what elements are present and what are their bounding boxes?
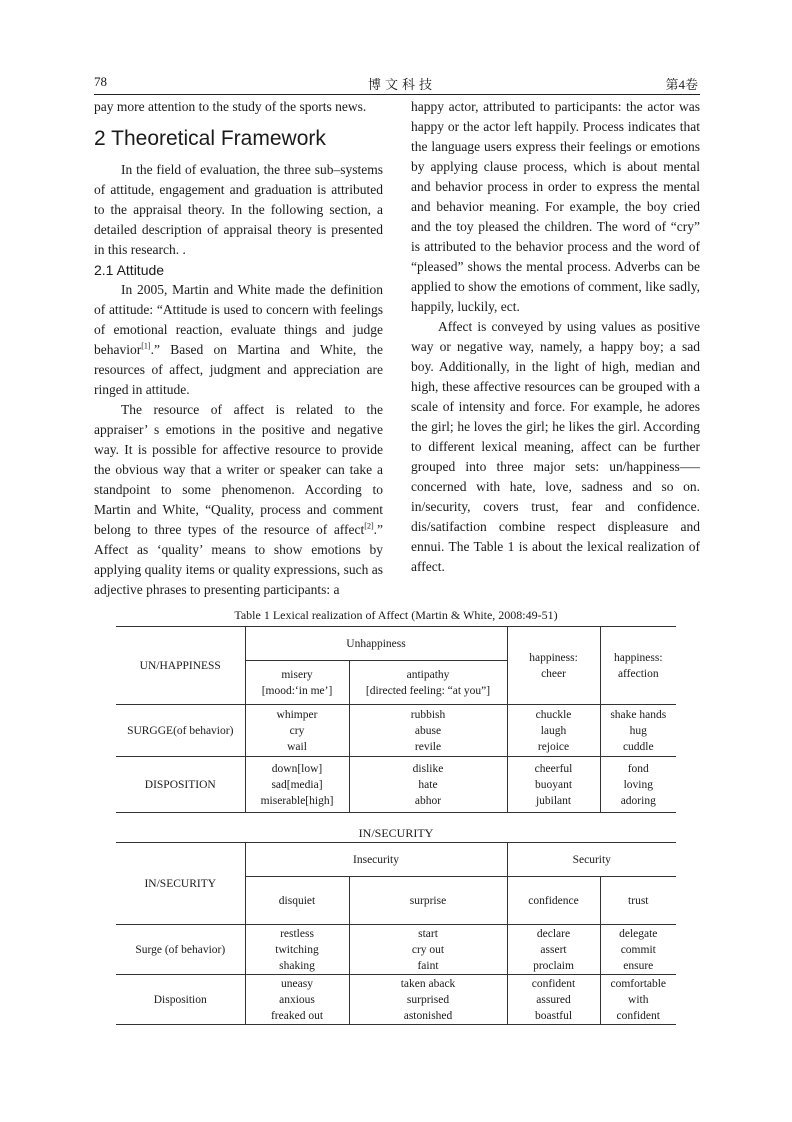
cell-word: chuckle (535, 708, 572, 721)
cell-word: astonished (403, 1009, 453, 1022)
table-cell (245, 705, 349, 757)
row-label-cell: SURGGE(of behavior) (116, 705, 245, 757)
cell-word: confident (531, 977, 576, 990)
cell-word: twitching (275, 943, 319, 956)
cell-word: jubilant (535, 794, 572, 807)
row-header-cell: UN/HAPPINESS (116, 627, 245, 705)
header-line: [directed feeling: “at you”] (365, 684, 491, 697)
affect-table (116, 626, 676, 813)
cell-word: abuse (414, 724, 442, 737)
table-caption: IN/SECURITY (358, 826, 434, 840)
cell-word: adoring (620, 794, 656, 807)
volume-label: 第4卷 (665, 77, 698, 92)
left-column (94, 97, 383, 600)
continued-paragraph: happy actor, attributed to participants: the actor was happy or the actor left happily. Process indicates that the language users express their feelings or emotions by applying clause process, which is about mental and behavior process in order to express the mental and behavior meaning. For example, the boy cried and the toy pleased the children. The word of “cry” is attributed to the behavior process and the word of “pleased” shows the mental process. Adverbs can be applied to show the emotions of comment, like sadly, happily, luckily, ect. (411, 99, 700, 314)
cell-word: restless (280, 927, 314, 940)
cell-word: comfortable (610, 977, 667, 990)
cell-word: hate (418, 778, 438, 791)
cell-word: start (418, 927, 438, 940)
header-line: happiness: (613, 651, 663, 664)
running-head (94, 72, 698, 94)
cell-word: cheerful (534, 762, 573, 775)
right-column (411, 97, 700, 577)
header-line: antipathy (406, 668, 450, 681)
table-cell (507, 757, 600, 813)
cell-word: delegate (619, 927, 658, 940)
table-cell (349, 757, 507, 813)
cell-word: whimper (276, 708, 318, 721)
paragraph-text: In 2005, Martin and White made the definition of attitude: “Attitude is used to concern with feelings of emotional reaction, evaluate things and judge behavior (94, 282, 383, 357)
table-cell (245, 925, 349, 975)
paragraph-text: .” Affect as ‘quality’ means to show emotions by applying quality items or quality expressions, such as adjective phrases to presenting participants: a (94, 522, 383, 597)
cell-word: cry (289, 724, 305, 737)
column-header-cell (245, 661, 349, 705)
group-header-cell: Insecurity (245, 843, 507, 877)
table-cell (507, 975, 600, 1025)
table-cell (600, 757, 676, 813)
table-cell (245, 757, 349, 813)
cell-word: revile (414, 740, 442, 753)
subsection-heading: 2.1 Attitude (94, 262, 165, 278)
table-cell (600, 705, 676, 757)
cell-word: loving (623, 778, 653, 791)
row-label-cell: Surge (of behavior) (116, 925, 245, 975)
cell-word: buoyant (534, 778, 573, 791)
paragraph: In the field of evaluation, the three sub–systems of attitude, engagement and graduation is attributed to the appraisal theory. In the following section, a detailed description of appraisal theory is presented in this research. . (94, 162, 383, 257)
cell-word: confident (616, 1009, 660, 1022)
table-row (116, 757, 676, 813)
cell-word: with (628, 993, 649, 1006)
cell-word: rubbish (410, 708, 446, 721)
header-line: [mood:‘in me’] (261, 684, 333, 697)
paragraph-text: The resource of affect is related to the appraiser’ s emotions in the positive and negative way. It is possible for affective resource to provide the obvious way that a writer or speaker can take a standpoint to some phenomenon. According to Martin and White, “Quality, process and comment belong to three types of the resource of affect (94, 402, 383, 537)
cell-word: shake hands (610, 708, 667, 721)
cell-word: rejoice (537, 740, 570, 753)
citation-ref: [2] (364, 521, 374, 531)
cell-word: faint (417, 959, 439, 972)
column-header-cell: trust (600, 877, 676, 925)
paragraph-text: .” Based on Martina and White, the resources of affect, judgment and appreciation are ringed in attitude. (94, 342, 383, 397)
cell-word: wail (287, 740, 307, 753)
cell-word: assert (540, 943, 567, 956)
cell-word: miserable[high] (260, 794, 334, 807)
cell-word: declare (536, 927, 571, 940)
column-header-cell (600, 627, 676, 705)
group-header-cell: Unhappiness (245, 627, 507, 661)
cell-word: freaked out (270, 1009, 324, 1022)
header-line: happiness: (529, 651, 578, 664)
cell-word: assured (536, 993, 571, 1006)
row-label-cell: Disposition (116, 975, 245, 1025)
header-line: cheer (541, 667, 566, 680)
cell-word: sad[media] (271, 778, 323, 791)
cell-word: anxious (279, 993, 315, 1006)
journal-title: 博文科技 (367, 77, 436, 92)
table-cell (349, 705, 507, 757)
section-heading: 2 Theoretical Framework (94, 127, 326, 150)
page-number: 78 (94, 74, 107, 89)
column-header-cell: confidence (507, 877, 600, 925)
paragraph (94, 280, 383, 400)
cell-word: fond (627, 762, 649, 775)
table-cell (507, 925, 600, 975)
citation-ref: [1] (141, 341, 151, 351)
cell-word: hug (629, 724, 647, 737)
cell-word: dislike (412, 762, 444, 775)
column-header-cell (507, 627, 600, 705)
cell-word: down[low] (271, 762, 323, 775)
table-row (116, 925, 676, 975)
table-row (116, 975, 676, 1025)
column-header-cell: surprise (349, 877, 507, 925)
table-cell (507, 705, 600, 757)
cell-word: shaking (279, 959, 315, 972)
cell-word: proclaim (533, 959, 574, 972)
cell-word: laugh (540, 724, 567, 737)
table-cell (600, 975, 676, 1025)
header-line: misery (281, 668, 313, 681)
cell-word: cuddle (622, 740, 654, 753)
security-table (116, 842, 676, 1025)
cell-word: ensure (623, 959, 654, 972)
cell-word: abhor (414, 794, 442, 807)
table-row (116, 705, 676, 757)
cell-word: surprised (406, 993, 450, 1006)
table-cell (349, 975, 507, 1025)
paragraph: Affect is conveyed by using values as positive way or negative way, namely, a happy boy; a sad boy. Additionally, in the light of high, median and high, these affective resources can be grouped with a scale of intensity and force. For example, he adores the girl; he loves the girl; he likes the girl. According to different lexical meaning, affect can be further grouped into three major sets: un/happiness––– concerned with hate, love, sadness and so on. in/security, covers trust, fear and confidence. dis/satifaction combine respect displeasure and ennui. The Table 1 is about the lexical realization of affect. (411, 319, 700, 574)
column-header-cell: disquiet (245, 877, 349, 925)
header-line: affection (617, 667, 659, 680)
row-header-cell: IN/SECURITY (116, 843, 245, 925)
column-header-cell (349, 661, 507, 705)
header-rule (94, 94, 700, 95)
continued-paragraph: pay more attention to the study of the sports news. (94, 99, 367, 114)
table-cell (245, 975, 349, 1025)
cell-word: taken aback (400, 977, 456, 990)
cell-word: cry out (411, 943, 445, 956)
table-caption: Table 1 Lexical realization of Affect (Martin & White, 2008:49-51) (234, 608, 558, 622)
cell-word: boastful (534, 1009, 573, 1022)
table-cell (600, 925, 676, 975)
table-cell (349, 925, 507, 975)
group-header-cell: Security (507, 843, 676, 877)
paragraph (94, 400, 383, 600)
cell-word: uneasy (281, 977, 313, 990)
row-label-cell: DISPOSITION (116, 757, 245, 813)
cell-word: commit (620, 943, 656, 956)
